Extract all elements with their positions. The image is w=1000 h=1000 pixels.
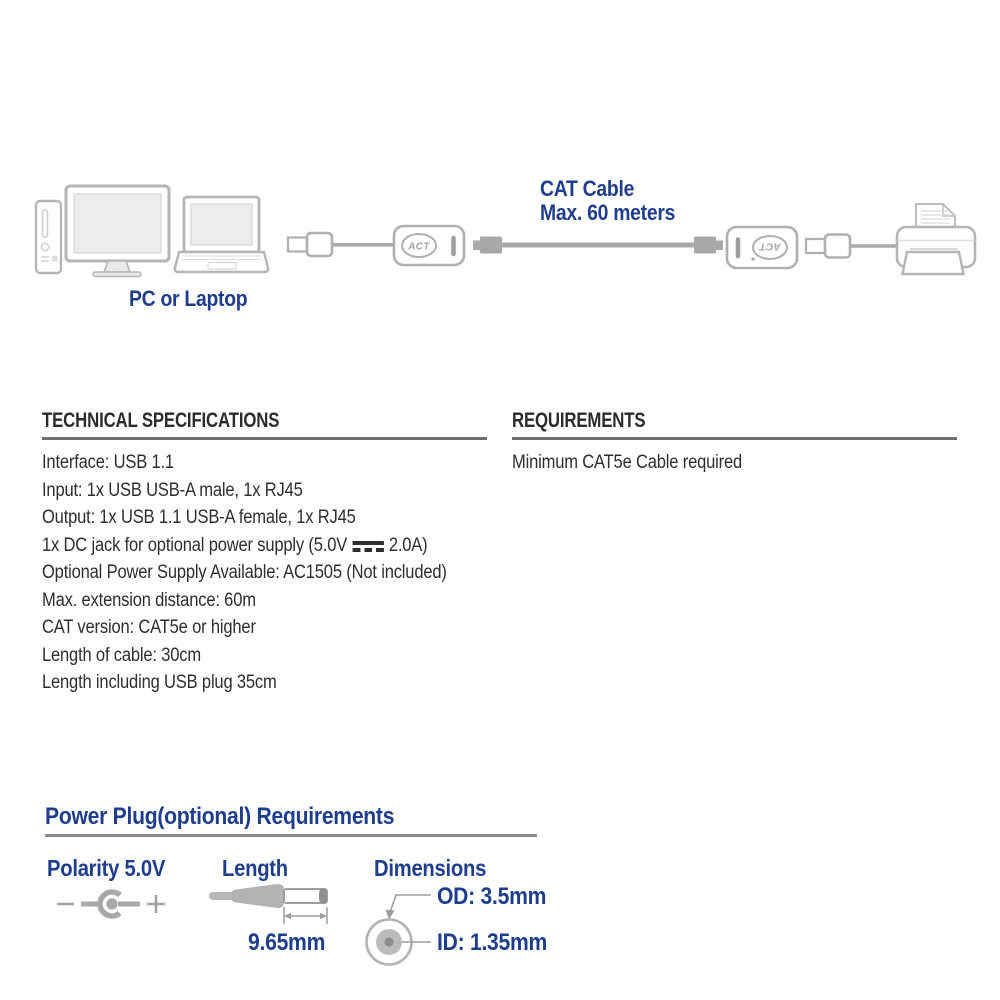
dc-jack-text-suffix: 2.0A) — [388, 534, 428, 556]
monitor-icon — [66, 186, 169, 277]
laptop-icon — [175, 197, 268, 272]
power-plug-title: Power Plug(optional) Requirements — [45, 803, 395, 830]
usb-connector-icon — [806, 235, 850, 258]
requirements-underline — [512, 437, 957, 440]
act-logo-inverted: ACT — [759, 240, 781, 252]
usb-extender-transmitter-icon — [394, 226, 464, 265]
usb-extender-receiver-icon — [727, 227, 797, 268]
power-plug-underline — [45, 834, 537, 837]
pc-or-laptop-label: PC or Laptop — [129, 286, 248, 311]
spec-line-cat-version: CAT version: CAT5e or higher — [42, 617, 256, 638]
cat-cable-label-line2: Max. 60 meters — [540, 200, 676, 225]
usb-connector-icon — [288, 233, 332, 256]
cat-cable-label — [540, 177, 694, 225]
od-pointer-arrow — [386, 895, 432, 920]
spec-line-input: Input: 1x USB USB-A male, 1x RJ45 — [42, 479, 303, 501]
dimensions-label: Dimensions — [374, 855, 487, 881]
act-logo: ACT — [408, 241, 430, 253]
requirements-title: REQUIREMENTS — [512, 409, 646, 432]
requirement-line-cat5e: Minimum CAT5e Cable required — [512, 452, 743, 473]
spec-line-length-with-plug: Length including USB plug 35cm — [42, 672, 277, 693]
spec-line-interface: Interface: USB 1.1 — [42, 452, 174, 473]
inner-diameter-value: ID: 1.35mm — [437, 929, 548, 956]
spec-line-output: Output: 1x USB 1.1 USB-A female, 1x RJ45 — [42, 507, 356, 528]
printer-icon — [897, 204, 975, 274]
spec-line-cable-length: Length of cable: 30cm — [42, 644, 202, 666]
technical-specifications-title: TECHNICAL SPECIFICATIONS — [42, 409, 280, 432]
outer-diameter-value: OD: 3.5mm — [437, 883, 547, 910]
technical-specifications-list — [42, 449, 447, 697]
cat-cable-label-line1: CAT Cable — [540, 176, 635, 201]
spec-line-dc-jack — [42, 532, 447, 560]
pc-tower-icon — [36, 201, 61, 273]
length-value: 9.65mm — [248, 929, 326, 956]
rj45-plug-icon — [694, 237, 723, 254]
length-label: Length — [222, 855, 288, 881]
dc-plug-side-icon — [213, 884, 327, 908]
technical-specifications-underline — [42, 437, 487, 440]
spec-line-extension-distance: Max. extension distance: 60m — [42, 589, 256, 611]
polarity-symbol-icon — [57, 892, 165, 916]
spec-line-power-supply: Optional Power Supply Available: AC1505 (Not included) — [42, 562, 447, 583]
length-dimension-lines — [284, 907, 327, 924]
requirements-list — [512, 449, 742, 477]
dc-jack-text-prefix: 1x DC jack for optional power supply (5.0V — [42, 534, 348, 556]
rj45-plug-icon — [473, 237, 502, 254]
polarity-label: Polarity 5.0V — [47, 855, 166, 881]
plus-sign-icon — [147, 895, 165, 913]
direct-current-symbol-icon — [352, 541, 383, 552]
